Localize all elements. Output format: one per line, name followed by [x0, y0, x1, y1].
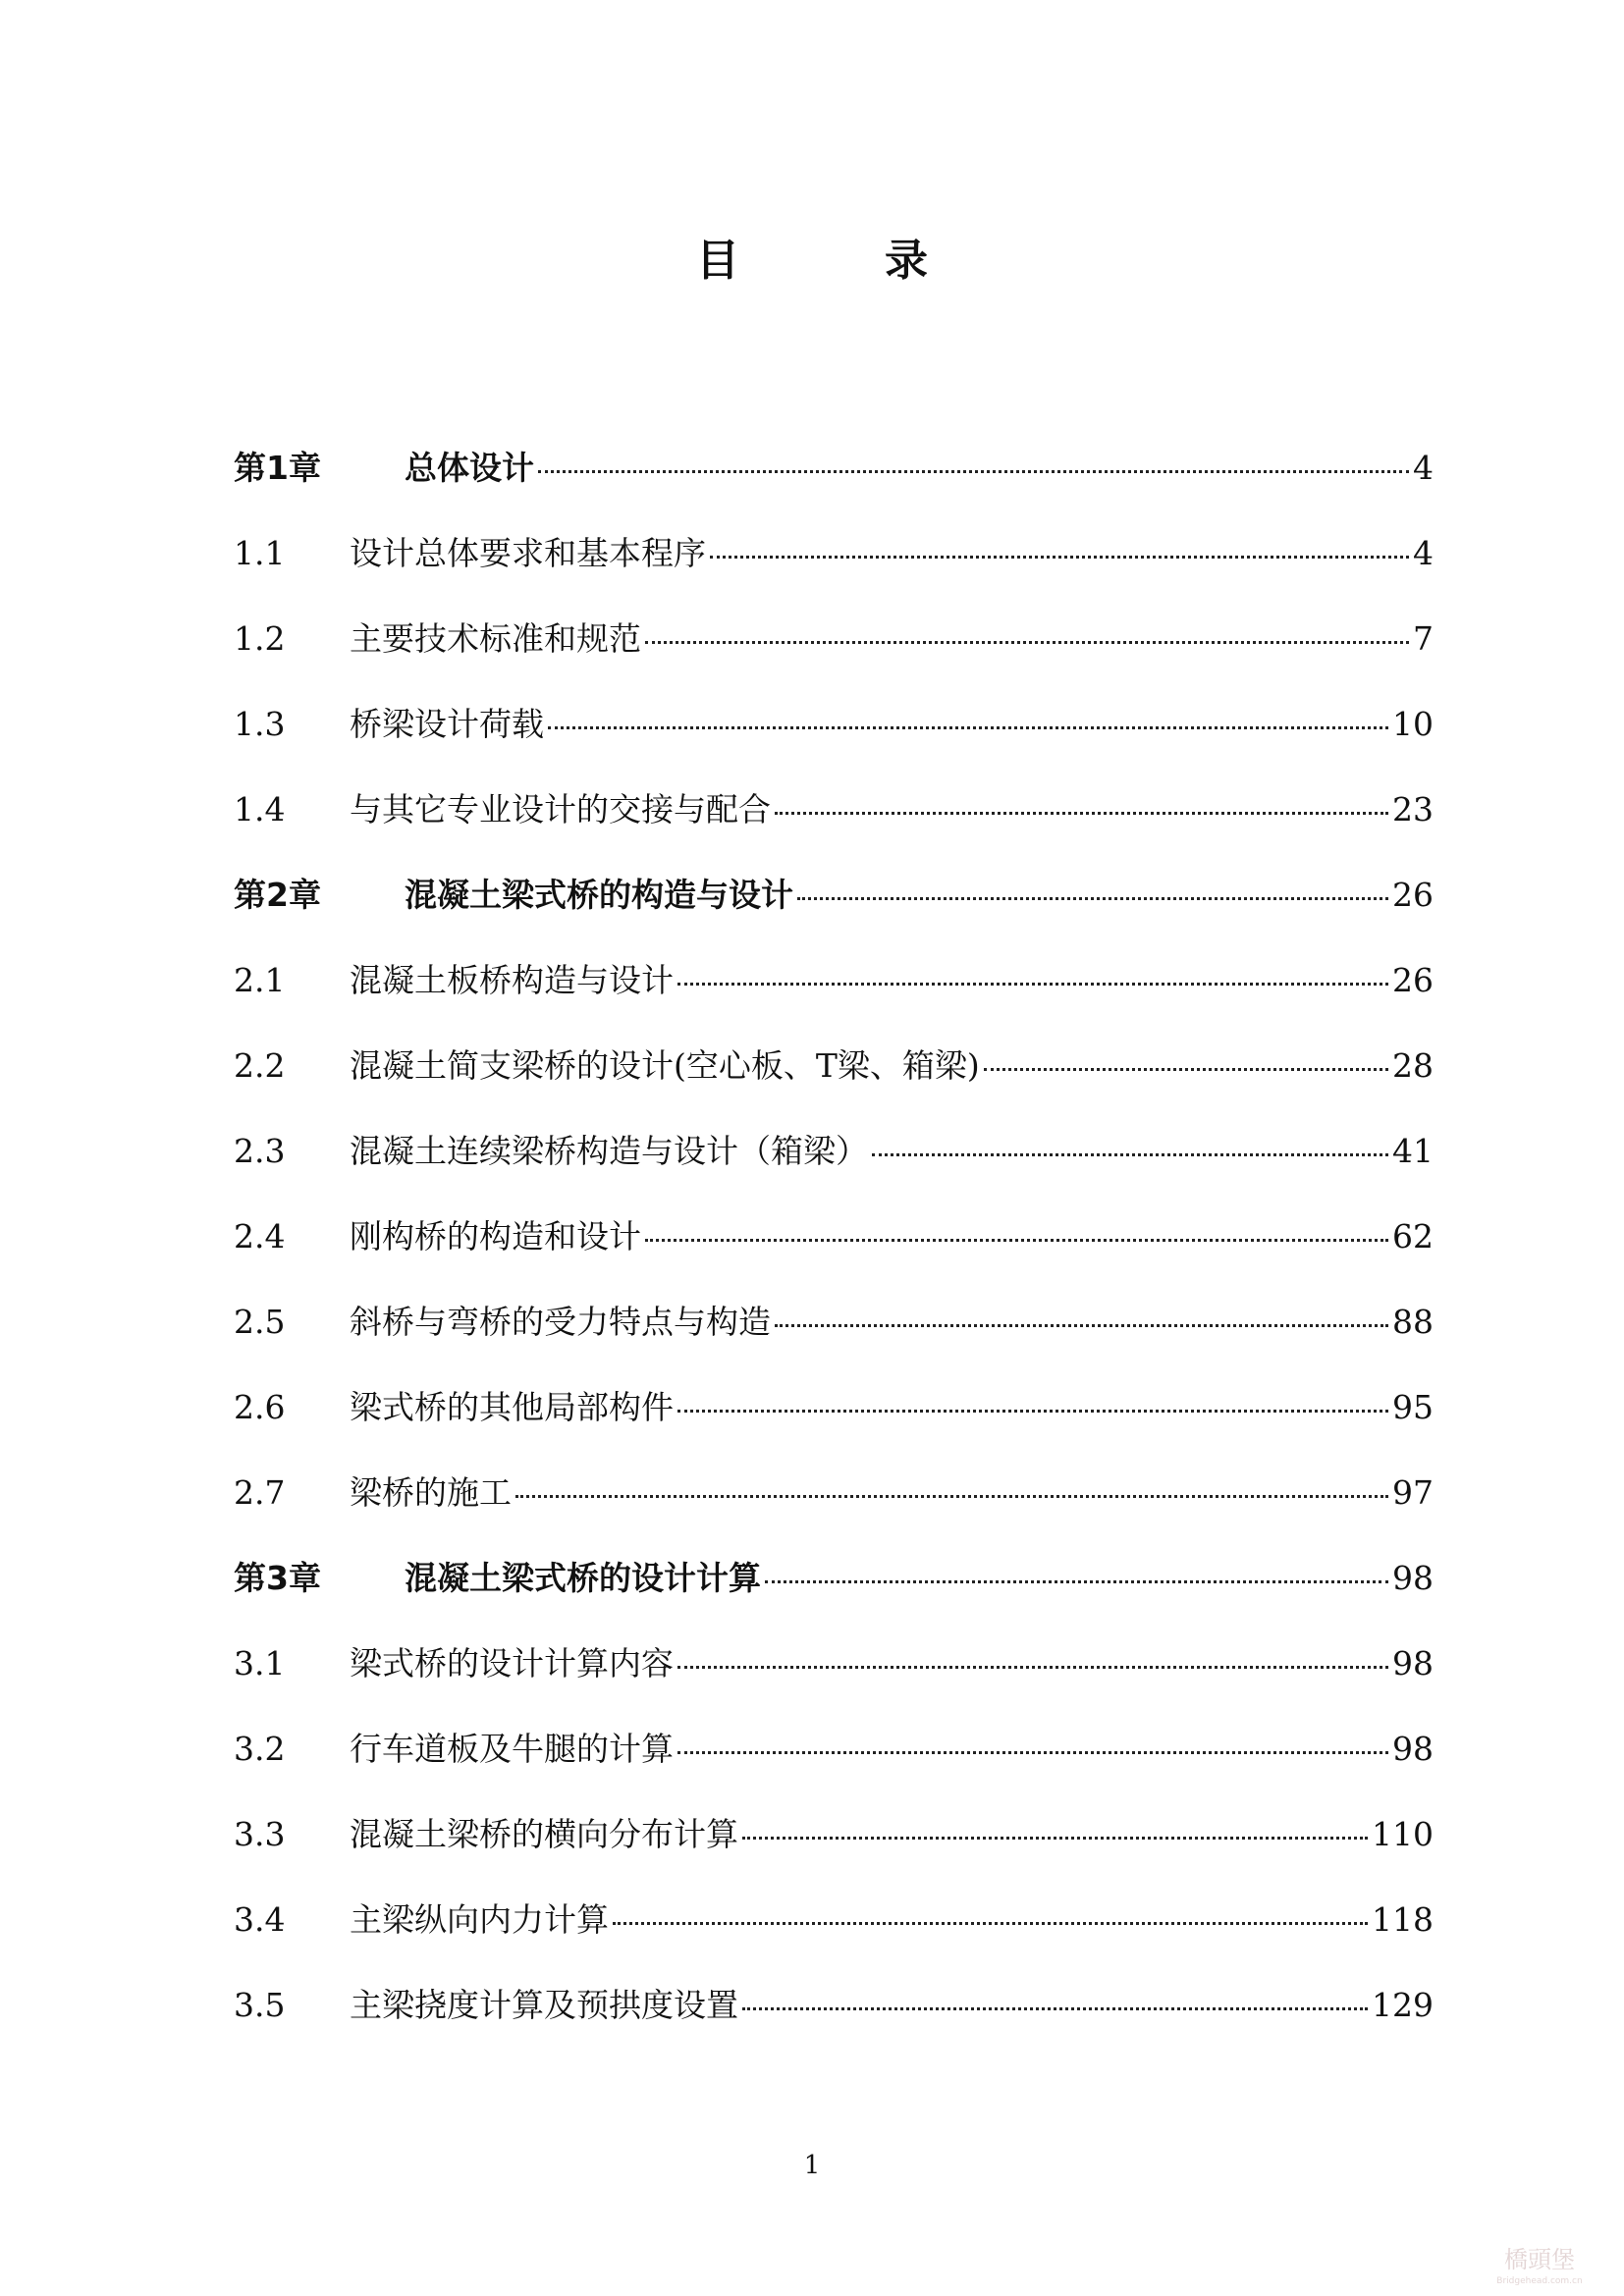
- toc-entry-page: 28: [1392, 1046, 1434, 1085]
- table-of-contents: [234, 444, 1434, 2066]
- toc-dot-leader: [765, 1580, 1388, 1583]
- toc-entry-title: 梁桥的施工: [350, 1473, 512, 1512]
- toc-section-row[interactable]: [234, 1298, 1434, 1383]
- toc-section-row[interactable]: [234, 700, 1434, 785]
- toc-entry-page: 88: [1392, 1303, 1434, 1341]
- toc-entry-page: 41: [1392, 1132, 1434, 1170]
- toc-section-row[interactable]: [234, 1383, 1434, 1468]
- toc-dot-leader: [515, 1495, 1388, 1498]
- toc-dot-leader: [613, 1922, 1368, 1925]
- toc-entry-number: 2.6: [234, 1388, 286, 1426]
- toc-entry-page: 7: [1413, 619, 1434, 658]
- toc-section-row[interactable]: [234, 1896, 1434, 1981]
- toc-dot-leader: [984, 1068, 1388, 1071]
- toc-entry-page: 98: [1392, 1559, 1434, 1597]
- toc-entry-page: 118: [1372, 1900, 1434, 1939]
- toc-entry-number: 2.7: [234, 1473, 286, 1512]
- toc-dot-leader: [775, 1324, 1388, 1327]
- toc-dot-leader: [797, 897, 1388, 900]
- toc-dot-leader: [872, 1153, 1388, 1156]
- toc-section-row[interactable]: [234, 1468, 1434, 1554]
- toc-entry-title: 总体设计: [405, 449, 534, 487]
- toc-dot-leader: [742, 2007, 1368, 2010]
- toc-dot-leader: [677, 1666, 1388, 1669]
- toc-entry-title: 混凝土板桥构造与设计: [350, 961, 674, 999]
- toc-entry-title: 梁式桥的其他局部构件: [350, 1388, 674, 1426]
- toc-entry-number: 1.2: [234, 619, 286, 658]
- toc-entry-title: 刚构桥的构造和设计: [350, 1217, 641, 1255]
- toc-entry-number: 2.2: [234, 1046, 286, 1085]
- toc-section-row[interactable]: [234, 1810, 1434, 1896]
- toc-chapter-row[interactable]: [234, 1554, 1434, 1639]
- toc-entry-page: 10: [1392, 705, 1434, 743]
- toc-entry-number: 3.2: [234, 1730, 286, 1768]
- toc-entry-title: 与其它专业设计的交接与配合: [350, 790, 771, 828]
- toc-entry-number: 第3章: [234, 1559, 321, 1597]
- toc-section-row[interactable]: [234, 614, 1434, 700]
- toc-section-row[interactable]: [234, 529, 1434, 614]
- toc-entry-title: 混凝土梁桥的横向分布计算: [350, 1815, 738, 1853]
- toc-dot-leader: [775, 812, 1388, 815]
- toc-section-row[interactable]: [234, 956, 1434, 1041]
- toc-entry-page: 26: [1392, 961, 1434, 999]
- toc-entry-number: 2.5: [234, 1303, 286, 1341]
- toc-entry-title: 混凝土简支梁桥的设计(空心板、T梁、箱梁): [350, 1046, 980, 1085]
- toc-dot-leader: [645, 641, 1409, 644]
- toc-entry-page: 97: [1392, 1473, 1434, 1512]
- toc-section-row[interactable]: [234, 1127, 1434, 1212]
- toc-section-row[interactable]: [234, 1639, 1434, 1725]
- toc-dot-leader: [677, 983, 1388, 986]
- toc-entry-page: 4: [1413, 534, 1434, 572]
- toc-entry-page: 98: [1392, 1644, 1434, 1682]
- watermark-text: 橋頭堡: [1504, 2246, 1575, 2273]
- page-title: 目 录: [696, 236, 979, 286]
- toc-dot-leader: [742, 1837, 1368, 1840]
- toc-dot-leader: [548, 726, 1388, 729]
- toc-entry-title: 混凝土梁式桥的构造与设计: [405, 876, 793, 914]
- toc-dot-leader: [538, 470, 1409, 473]
- toc-entry-page: 110: [1372, 1815, 1434, 1853]
- page-number: 1: [803, 2151, 821, 2180]
- toc-entry-page: 62: [1392, 1217, 1434, 1255]
- toc-dot-leader: [645, 1239, 1388, 1242]
- toc-entry-number: 3.1: [234, 1644, 286, 1682]
- toc-entry-number: 2.3: [234, 1132, 286, 1170]
- toc-section-row[interactable]: [234, 1981, 1434, 2066]
- toc-entry-title: 混凝土连续梁桥构造与设计（箱梁）: [350, 1132, 868, 1170]
- toc-entry-number: 第2章: [234, 876, 321, 914]
- toc-entry-page: 129: [1372, 1986, 1434, 2024]
- toc-entry-number: 第1章: [234, 449, 321, 487]
- toc-entry-page: 26: [1392, 876, 1434, 914]
- toc-dot-leader: [710, 556, 1409, 559]
- toc-entry-title: 行车道板及牛腿的计算: [350, 1730, 674, 1768]
- toc-entry-page: 23: [1392, 790, 1434, 828]
- toc-section-row[interactable]: [234, 785, 1434, 871]
- toc-entry-page: 95: [1392, 1388, 1434, 1426]
- toc-section-row[interactable]: [234, 1725, 1434, 1810]
- toc-entry-title: 设计总体要求和基本程序: [350, 534, 706, 572]
- toc-entry-number: 1.1: [234, 534, 286, 572]
- watermark-logo: [1481, 2240, 1598, 2287]
- toc-section-row[interactable]: [234, 1041, 1434, 1127]
- toc-entry-number: 1.4: [234, 790, 286, 828]
- toc-entry-number: 1.3: [234, 705, 286, 743]
- toc-chapter-row[interactable]: [234, 871, 1434, 956]
- toc-entry-number: 2.1: [234, 961, 286, 999]
- toc-entry-number: 3.4: [234, 1900, 286, 1939]
- toc-entry-page: 4: [1413, 449, 1434, 487]
- toc-chapter-row[interactable]: [234, 444, 1434, 529]
- toc-entry-title: 梁式桥的设计计算内容: [350, 1644, 674, 1682]
- toc-entry-number: 2.4: [234, 1217, 286, 1255]
- toc-dot-leader: [677, 1410, 1388, 1413]
- toc-entry-title: 桥梁设计荷载: [350, 705, 544, 743]
- toc-entry-title: 斜桥与弯桥的受力特点与构造: [350, 1303, 771, 1341]
- toc-section-row[interactable]: [234, 1212, 1434, 1298]
- toc-entry-page: 98: [1392, 1730, 1434, 1768]
- watermark-subtext: Bridgehead.com.cn: [1496, 2276, 1583, 2286]
- toc-entry-number: 3.3: [234, 1815, 286, 1853]
- toc-entry-title: 主要技术标准和规范: [350, 619, 641, 658]
- toc-entry-title: 混凝土梁式桥的设计计算: [405, 1559, 761, 1597]
- toc-entry-title: 主梁挠度计算及预拱度设置: [350, 1986, 738, 2024]
- toc-entry-title: 主梁纵向内力计算: [350, 1900, 609, 1939]
- toc-entry-number: 3.5: [234, 1986, 286, 2024]
- toc-dot-leader: [677, 1751, 1388, 1754]
